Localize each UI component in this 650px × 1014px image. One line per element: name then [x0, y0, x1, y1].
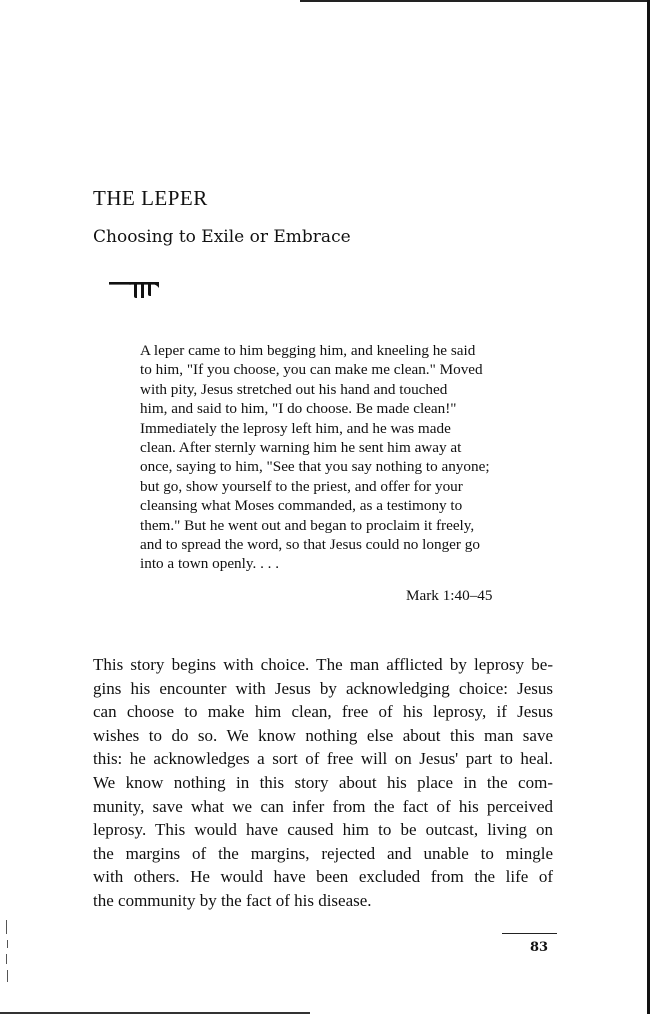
chapter-title: THE LEPER: [93, 186, 208, 210]
body-line: This story begins with choice. The man afflicted by leprosy be-: [93, 655, 553, 674]
body-line: the community by the fact of his disease.: [93, 890, 372, 910]
body-line: the margins of the margins, rejected and unable to mingle: [93, 843, 553, 863]
epigraph-line: with pity, Jesus stretched out his hand and touched: [140, 380, 448, 398]
chapter-subtitle: Choosing to Exile or Embrace: [93, 227, 351, 247]
page-number: 83: [530, 940, 549, 955]
body-paragraph: [93, 653, 553, 913]
epigraph-line: Immediately the leprosy left him, and he was made: [140, 419, 451, 437]
epigraph-citation: Mark 1:40–45: [406, 587, 493, 604]
body-line: can choose to make him clean, free of his leprosy, if Jesus: [93, 702, 553, 722]
epigraph-line: and to spread the word, so that Jesus could no longer go: [140, 536, 480, 554]
body-line: with others. He would have been excluded from the life of: [93, 867, 553, 887]
body-line: gins his encounter with Jesus by acknowledging choice: Jesus: [93, 678, 553, 698]
body-line: this: he acknowledges a sort of free will on Jesus' part to heal.: [93, 749, 553, 769]
epigraph-line: him, and said to him, "I do choose. Be made clean!": [140, 400, 457, 418]
epigraph-line: to him, "If you choose, you can make me clean." Moved: [140, 361, 483, 379]
epigraph-line: cleansing what Moses commanded, as a testimony to: [140, 497, 463, 515]
body-line: munity, save what we can infer from the fact of his perceived: [93, 796, 553, 816]
fleuron-ornament-icon: [109, 279, 161, 299]
epigraph-line: but go, show yourself to the priest, and offer for your: [140, 477, 463, 495]
folio-rule: [502, 933, 557, 934]
epigraph-line: clean. After sternly warning him he sent him away at: [140, 439, 462, 457]
scan-specks: [6, 910, 9, 990]
body-line: We know nothing in this story about his place in the com-: [93, 772, 553, 792]
epigraph-line: into a town openly. . . .: [140, 555, 280, 573]
epigraph-line: once, saying to him, "See that you say nothing to anyone;: [140, 458, 490, 476]
epigraph-passage: [140, 341, 530, 574]
body-line: wishes to do so. We know nothing else about this man save: [93, 725, 553, 745]
scan-edge-top: [300, 0, 650, 2]
epigraph-line: A leper came to him begging him, and kneeling he said: [140, 342, 476, 359]
body-line: leprosy. This would have caused him to be outcast, living on: [93, 820, 553, 840]
epigraph-line: them." But he went out and began to proclaim it freely,: [140, 516, 475, 534]
